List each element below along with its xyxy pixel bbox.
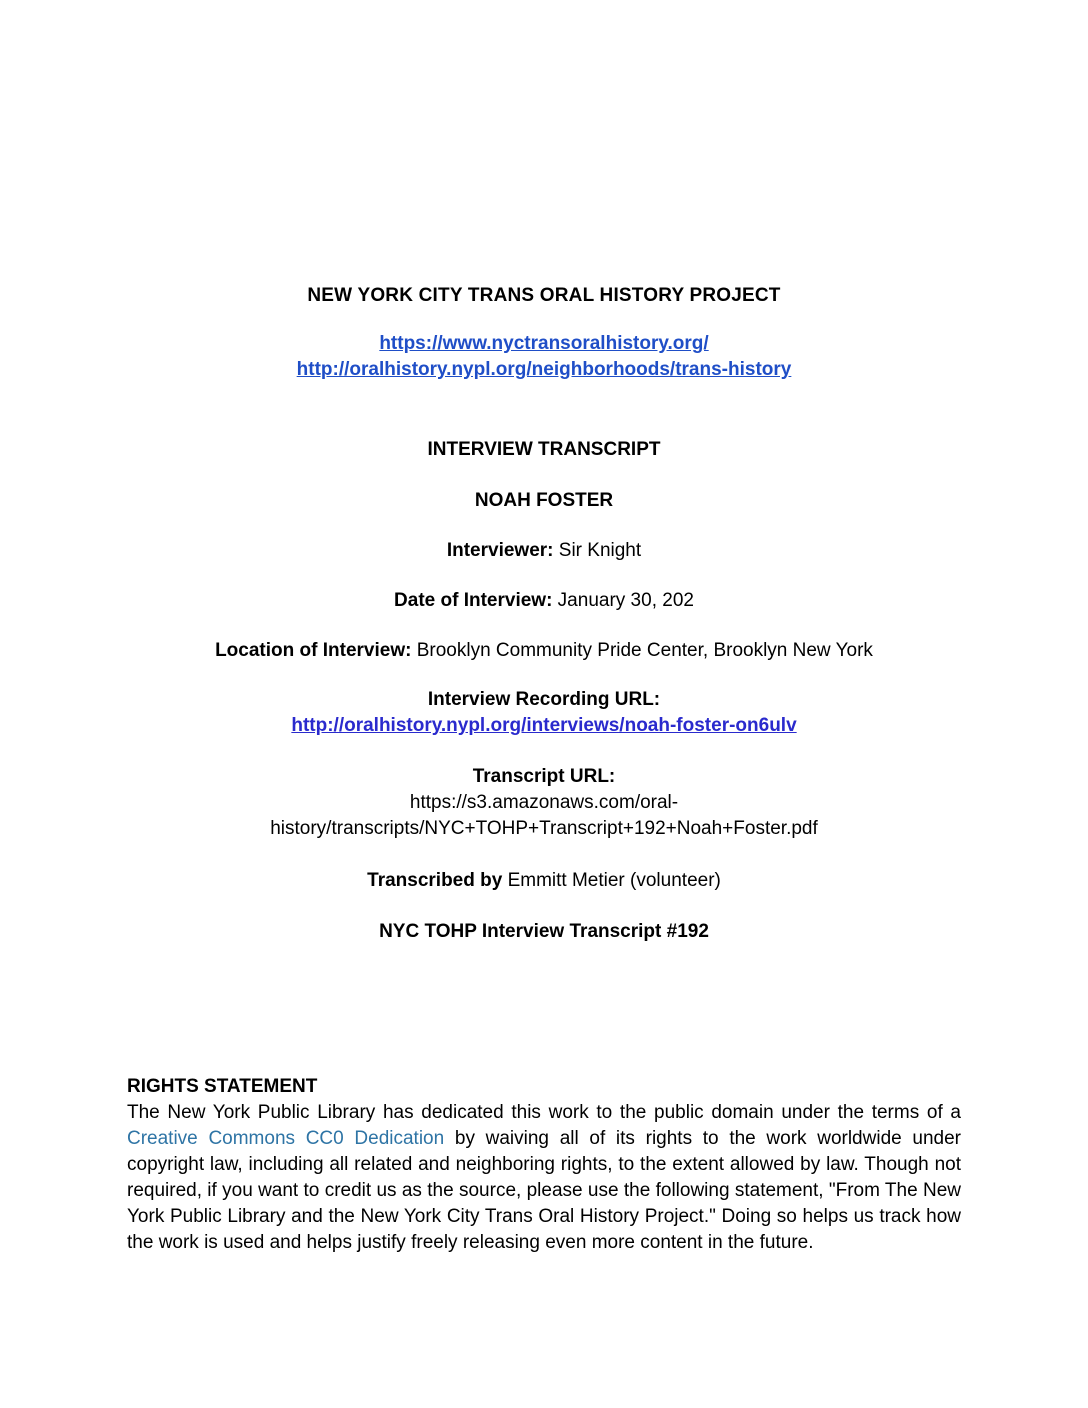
recording-url-label: Interview Recording URL: [427,689,661,710]
creative-commons-cc0-link[interactable]: Creative Commons CC0 Dedication [127,1128,445,1149]
transcript-url-line-1: https://s3.amazonaws.com/oral- [409,792,679,813]
location-of-interview-label: Location of Interview: [215,640,412,661]
rights-statement-heading: RIGHTS STATEMENT [127,1076,318,1097]
transcribed-by-line [127,868,961,894]
date-of-interview-line [127,588,961,614]
interviewer-value: Sir Knight [553,540,642,561]
transcript-url-label: Transcript URL: [472,766,616,787]
interviewer-line [127,538,961,564]
recording-url-block [127,687,961,739]
transcript-url-block [127,764,961,842]
section-heading-interview-transcript: INTERVIEW TRANSCRIPT [427,439,661,460]
interviewee-name: NOAH FOSTER [474,490,614,511]
transcribed-by-label: Transcribed by [367,870,503,891]
date-of-interview-value: January 30, 202 [552,590,694,611]
header-links [127,331,961,383]
transcript-url-line-2: history/transcripts/NYC+TOHP+Transcript+192+Noah+Foster.pdf [270,818,818,839]
location-of-interview-value: Brooklyn Community Pride Center, Brooklyn New York [411,640,873,661]
rights-statement-section [127,1074,961,1256]
transcript-number: NYC TOHP Interview Transcript #192 [379,921,709,942]
interviewer-label: Interviewer: [446,540,554,561]
nypl-neighborhoods-link[interactable]: http://oralhistory.nypl.org/neighborhoods/trans-history [296,359,792,380]
location-of-interview-line [127,638,961,664]
rights-statement-body [127,1100,961,1256]
rights-text-before-link: The New York Public Library has dedicated this work to the public domain under the terms of a [127,1102,961,1123]
recording-url-link[interactable]: http://oralhistory.nypl.org/interviews/noah-foster-on6ulv [291,715,797,736]
transcribed-by-value: Emmitt Metier (volunteer) [502,870,721,891]
project-homepage-link[interactable]: https://www.nyctransoralhistory.org/ [379,333,709,354]
document-title: NEW YORK CITY TRANS ORAL HISTORY PROJECT [307,285,781,306]
rights-text-after-link: by waiving all of its rights to the work worldwide under copyright law, including all related and neighboring rights, to the extent allowed by law. Though not required, if you want to credit us as the source, please use the following statement, "From The New York Public Library and the New York City Trans Oral History Project." Doing so helps us track how the work is used and helps justify freely releasing even more content in the future. [127,1128,961,1253]
date-of-interview-label: Date of Interview: [394,590,553,611]
